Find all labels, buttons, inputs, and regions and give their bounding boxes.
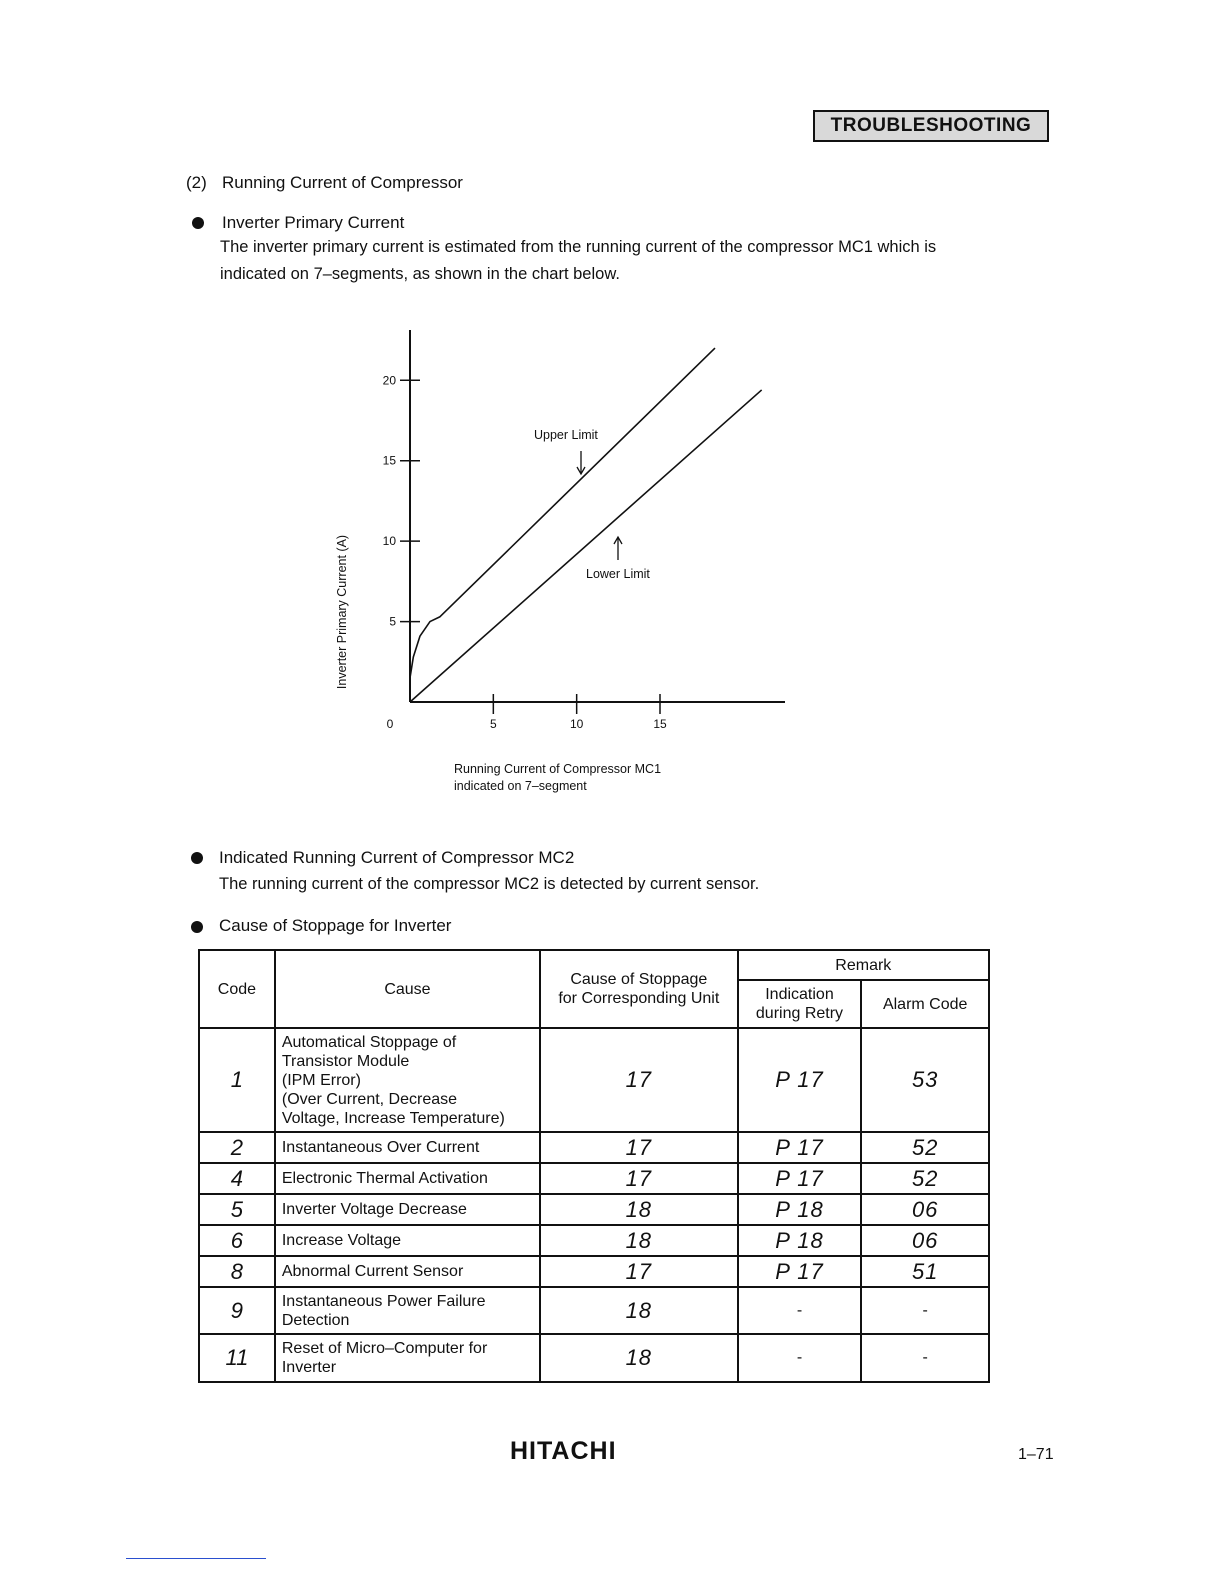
code-cell: 1 xyxy=(199,1028,275,1132)
code-cell: 4 xyxy=(199,1163,275,1194)
retry-cell: P 18 xyxy=(738,1194,862,1225)
alarm-cell: 53 xyxy=(861,1028,989,1132)
unit-cell: 18 xyxy=(540,1194,738,1225)
header-corresponding xyxy=(540,950,738,1028)
chart-ylabel: Inverter Primary Current (A) xyxy=(335,534,349,690)
cause-line: (Over Current, Decrease xyxy=(281,1090,458,1108)
table-row xyxy=(199,1334,989,1382)
bullet-icon xyxy=(191,852,203,864)
cause-line: Electronic Thermal Activation xyxy=(281,1170,488,1187)
code-cell: 2 xyxy=(199,1132,275,1163)
header-remark: Remark xyxy=(738,950,989,980)
mc2-text: The running current of the compressor MC2 is detected by current sensor. xyxy=(219,875,760,893)
cause-cell xyxy=(275,1194,540,1225)
unit-cell: 18 xyxy=(540,1287,738,1334)
page-number: 1–71 xyxy=(1018,1446,1054,1463)
footer-rule xyxy=(126,1558,266,1559)
cause-cell xyxy=(275,1132,540,1163)
header-retry-line2: during Retry xyxy=(755,1005,844,1022)
unit-cell: 17 xyxy=(540,1132,738,1163)
arrow-down-icon xyxy=(577,451,585,474)
alarm-cell: 06 xyxy=(861,1225,989,1256)
inverter-primary-text-1: The inverter primary current is estimated from the running current of the compressor MC1 which is xyxy=(220,238,937,256)
chart-xlabel-1: Running Current of Compressor MC1 xyxy=(454,762,662,776)
cause-line: Detection xyxy=(281,1311,350,1329)
alarm-cell: 06 xyxy=(861,1194,989,1225)
code-cell: 5 xyxy=(199,1194,275,1225)
bullet-icon xyxy=(192,217,204,229)
table-row xyxy=(199,1225,989,1256)
cause-cell xyxy=(275,1225,540,1256)
header-corresponding-line1: Cause of Stoppage xyxy=(570,971,708,988)
alarm-cell: - xyxy=(861,1287,989,1334)
unit-cell: 18 xyxy=(540,1225,738,1256)
current-chart xyxy=(320,320,800,800)
alarm-cell: 51 xyxy=(861,1256,989,1287)
chart-series xyxy=(410,348,762,702)
chart-annotation-lower: Lower Limit xyxy=(586,567,650,581)
retry-cell: P 17 xyxy=(738,1163,862,1194)
table-row xyxy=(199,1163,989,1194)
chart-axes xyxy=(410,330,785,702)
series-line-upper-limit xyxy=(410,348,715,678)
header-retry-line1: Indication xyxy=(765,986,834,1003)
cause-cell xyxy=(275,1256,540,1287)
unit-cell: 17 xyxy=(540,1028,738,1132)
chart-ticks xyxy=(383,373,667,731)
alarm-cell: 52 xyxy=(861,1163,989,1194)
section-number: (2) xyxy=(186,173,207,192)
unit-cell: 18 xyxy=(540,1334,738,1382)
header-corresponding-line2: for Corresponding Unit xyxy=(558,990,720,1007)
inverter-primary-title: Inverter Primary Current xyxy=(222,213,405,232)
bullet-icon xyxy=(191,921,203,933)
cause-line: Transistor Module xyxy=(281,1052,410,1070)
stoppage-title: Cause of Stoppage for Inverter xyxy=(219,916,452,935)
cause-line: Instantaneous Power Failure xyxy=(281,1292,486,1310)
cause-line: Reset of Micro–Computer for xyxy=(281,1340,488,1357)
retry-cell: P 17 xyxy=(738,1132,862,1163)
retry-cell: - xyxy=(738,1334,862,1382)
header-cause: Cause xyxy=(275,950,540,1028)
arrow-up-icon xyxy=(614,537,622,560)
chart-svg xyxy=(320,320,800,800)
cause-cell xyxy=(275,1287,540,1334)
cause-cell xyxy=(275,1028,540,1132)
x-tick-label: 10 xyxy=(569,717,584,731)
table-row xyxy=(199,1132,989,1163)
cause-line: Instantaneous Over Current xyxy=(281,1139,480,1156)
code-cell: 11 xyxy=(199,1334,275,1382)
mc2-title: Indicated Running Current of Compressor MC2 xyxy=(219,848,575,867)
table-body xyxy=(199,1028,989,1382)
chart-annotation-upper: Upper Limit xyxy=(534,428,598,442)
unit-cell: 17 xyxy=(540,1163,738,1194)
retry-cell: P 17 xyxy=(738,1256,862,1287)
cause-line: Abnormal Current Sensor xyxy=(281,1263,464,1280)
section-title: Running Current of Compressor xyxy=(222,173,463,192)
header-retry xyxy=(738,980,862,1028)
table-row xyxy=(199,1256,989,1287)
alarm-cell: - xyxy=(861,1334,989,1382)
cause-line: Increase Voltage xyxy=(281,1232,402,1249)
retry-cell: P 18 xyxy=(738,1225,862,1256)
cause-cell xyxy=(275,1334,540,1382)
y-tick-label: 20 xyxy=(382,373,396,388)
cause-line: Automatical Stoppage of xyxy=(281,1033,457,1051)
y-tick-label: 10 xyxy=(382,534,396,549)
cause-line: Inverter Voltage Decrease xyxy=(281,1201,467,1218)
stoppage-table xyxy=(198,949,990,1383)
chart-xlabel-2: indicated on 7–segment xyxy=(454,779,587,793)
cause-line: (IPM Error) xyxy=(281,1071,361,1089)
table-row xyxy=(199,1194,989,1225)
x-tick-label: 0 xyxy=(386,717,394,731)
y-tick-label: 15 xyxy=(382,453,396,468)
inverter-primary-text-2: indicated on 7–segments, as shown in the chart below. xyxy=(220,265,620,283)
alarm-cell: 52 xyxy=(861,1132,989,1163)
retry-cell: - xyxy=(738,1287,862,1334)
cause-line: Voltage, Increase Temperature) xyxy=(281,1109,505,1127)
unit-cell: 17 xyxy=(540,1256,738,1287)
header-code: Code xyxy=(199,950,275,1028)
x-tick-label: 5 xyxy=(489,717,497,731)
y-tick-label: 5 xyxy=(389,614,396,629)
section-badge: TROUBLESHOOTING xyxy=(813,110,1049,142)
cause-line: Inverter xyxy=(281,1359,337,1376)
x-tick-label: 15 xyxy=(653,717,667,731)
table-row xyxy=(199,1028,989,1132)
brand-logo: HITACHI xyxy=(510,1437,617,1465)
cause-cell xyxy=(275,1163,540,1194)
code-cell: 9 xyxy=(199,1287,275,1334)
table-row xyxy=(199,1287,989,1334)
retry-cell: P 17 xyxy=(738,1028,862,1132)
code-cell: 6 xyxy=(199,1225,275,1256)
header-alarm: Alarm Code xyxy=(861,980,989,1028)
code-cell: 8 xyxy=(199,1256,275,1287)
